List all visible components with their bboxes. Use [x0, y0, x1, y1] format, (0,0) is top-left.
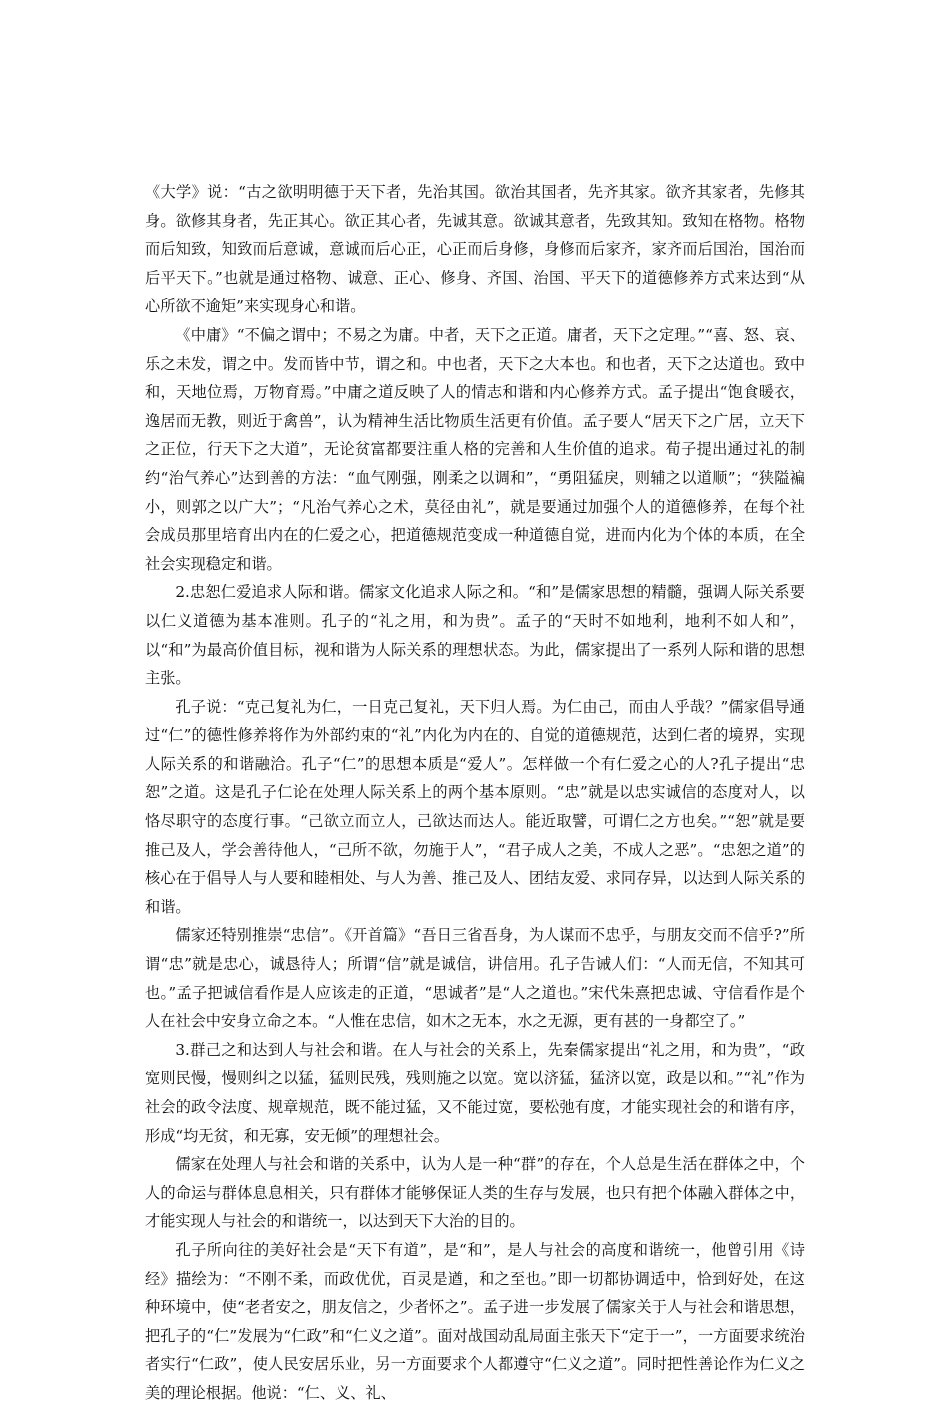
paragraph-section-3-heading: 3.群己之和达到人与社会和谐。在人与社会的关系上，先秦儒家提出“礼之用，和为贵”，“政宽则民慢，慢则纠之以猛，猛则民残，残则施之以宽。宽以济猛，猛济以宽，政是以和。”“礼”作为社会的政令法度、规章规范，既不能过猛，又不能过宽，要松弛有度，才能实现社会的和谐有序，形成“均无贫，和无寡，安无倾”的理想社会。: [145, 1040, 805, 1145]
paragraph-daxue: 《大学》说：“古之欲明明德于天下者，先治其国。欲治其国者，先齐其家。欲齐其家者，先修其身。欲修其身者，先正其心。欲正其心者，先诚其意。欲诚其意者，先致其知。致知在格物。格物而后知致，知致而后意诚，意诚而后心正，心正而后身修，身修而后家齐，家齐而后国治，国治而后平天下。”也就是通过格物、诚意、正心、修身、齐国、治国、平天下的道德修养方式来达到“从心所欲不逾矩”来实现身心和谐。: [145, 183, 805, 316]
paragraph-qun: 儒家在处理人与社会和谐的关系中，认为人是一种“群”的存在，个人总是生活在群体之中，个人的命运与群体息息相关，只有群体才能够保证人类的生存与发展，也只有把个体融入群体之中，才能实现人与社会的和谐统一，以达到天下大治的目的。: [145, 1155, 805, 1231]
paragraph-kongzi-ren: 孔子说：“克己复礼为仁，一日克己复礼，天下归人焉。为仁由己，而由人乎哉？”儒家倡导通过“仁”的德性修养将作为外部约束的“礼”内化为内在的、自觉的道德规范，达到仁者的境界，实现人际关系的和谐融洽。孔子“仁”的思想本质是“爱人”。怎样做一个有仁爱之心的人?孔子提出“忠恕”之道。这是孔子仁论在处理人际关系上的两个基本原则。“忠”就是以忠实诚信的态度对人，以恪尽职守的态度行事。“己欲立而立人，己欲达而达人。能近取譬，可谓仁之方也矣。”“恕”就是要推己及人，学会善待他人，“己所不欲，勿施于人”，“君子成人之美，不成人之恶”。“忠恕之道”的核心在于倡导人与人要和睦相处、与人为善、推己及人、团结友爱、求同存异，以达到人际关系的和谐。: [145, 697, 805, 916]
paragraph-tianxia-youdao: 孔子所向往的美好社会是“天下有道”，是“和”，是人与社会的高度和谐统一，他曾引用《诗经》描绘为：“不刚不柔，而政优优，百灵是遒，和之至也。”即一切都协调适中，恰到好处，在这种环境中，使“老者安之，朋友信之，少者怀之”。孟子进一步发展了儒家关于人与社会和谐思想，把孔子的“仁”发展为“仁政”和“仁义之道”。面对战国动乱局面主张天下“定于一”，一方面要求统治者实行“仁政”，使人民安居乐业，另一方面要求个人都遵守“仁义之道”。同时把性善论作为仁义之美的理论根据。他说：“仁、义、礼、: [145, 1240, 805, 1402]
paragraph-zhongyong: 《中庸》“不偏之谓中；不易之为庸。中者，天下之正道。庸者，天下之定理。”“喜、怒、哀、乐之未发，谓之中。发而皆中节，谓之和。中也者，天下之大本也。和也者，天下之达道也。致中和，天地位焉，万物育焉。”中庸之道反映了人的情志和谐和内心修养方式。孟子提出“饱食暖衣，逸居而无教，则近于禽兽”，认为精神生活比物质生活更有价值。孟子要人“居天下之广居，立天下之正位，行天下之大道”，无论贫富都要注重人格的完善和人生价值的追求。荀子提出通过礼的制约“治气养心”达到善的方法：“血气刚强，刚柔之以调和”，“勇阻猛戾，则辅之以道顺”；“狭隘褊小，则郭之以广大”；“凡治气养心之术，莫径由礼”，就是要通过加强个人的道德修养，在每个社会成员那里培育出内在的仁爱之心，把道德规范变成一种道德自觉，进而内化为个体的本质，在全社会实现稳定和谐。: [145, 325, 805, 573]
document-body: [145, 178, 805, 1408]
paragraph-section-2-heading: 2.忠恕仁爱追求人际和谐。儒家文化追求人际之和。“和”是儒家思想的精髓，强调人际关系要以仁义道德为基本准则。孔子的“礼之用，和为贵”。孟子的“天时不如地利，地利不如人和”，以“和”为最高价值目标，视和谐为人际关系的理想状态。为此，儒家提出了一系列人际和谐的思想主张。: [145, 583, 805, 688]
paragraph-zhongxin: 儒家还特别推崇“忠信”。《开首篇》“吾日三省吾身，为人谋而不忠乎，与朋友交而不信乎?”所谓“忠”就是忠心，诚恳待人；所谓“信”就是诚信，讲信用。孔子告诫人们：“人而无信，不知其可也。”孟子把诚信看作是人应该走的正道，“思诚者”是“人之道也。”宋代朱熹把忠诚、守信看作是个人在社会中安身立命之本。“人惟在忠信，如木之无本，水之无源，更有甚的一身都空了。”: [145, 926, 805, 1031]
